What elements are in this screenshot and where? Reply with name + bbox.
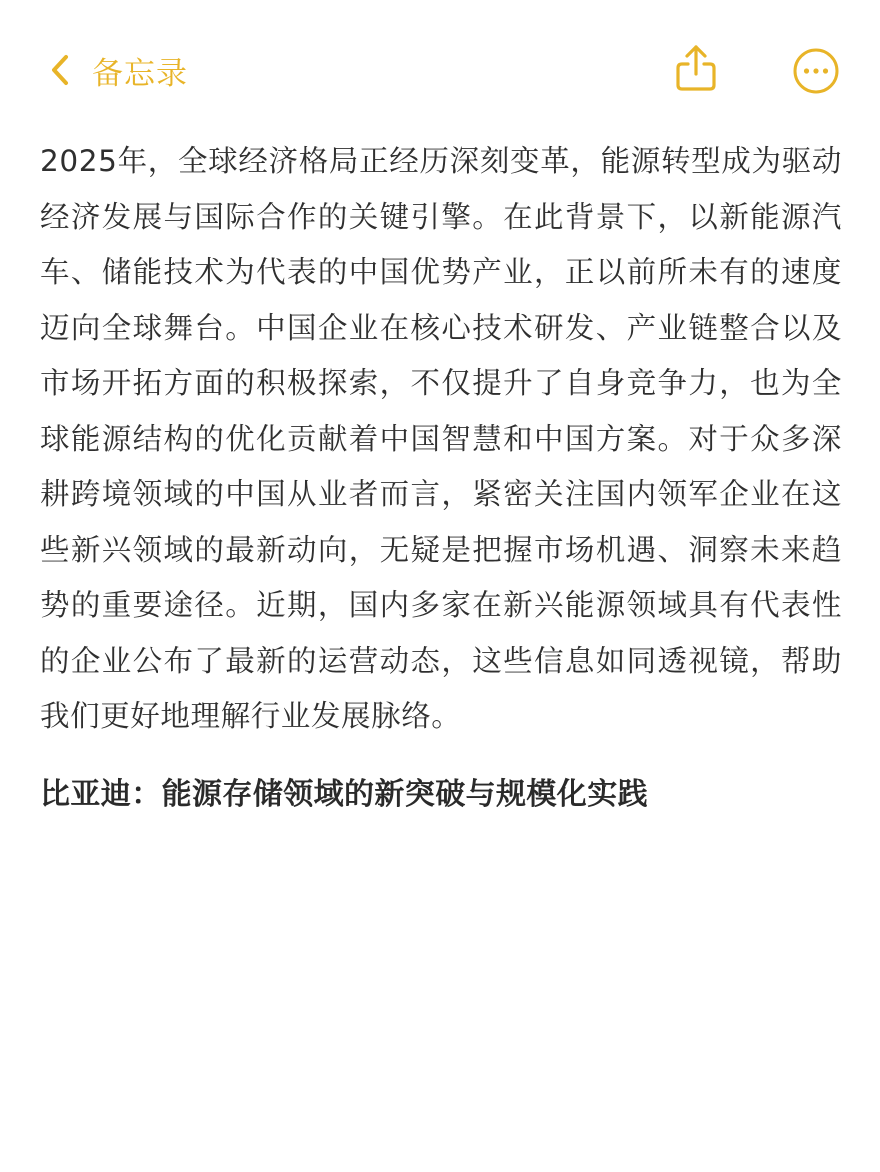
chevron-left-icon bbox=[50, 54, 70, 86]
section-heading: 比亚迪：能源存储领域的新突破与规模化实践 bbox=[40, 776, 648, 812]
navigation-bar bbox=[0, 0, 880, 140]
note-content[interactable] bbox=[40, 134, 842, 823]
share-icon bbox=[674, 79, 718, 98]
more-button[interactable] bbox=[792, 47, 840, 95]
back-label: 备忘录 bbox=[92, 55, 188, 92]
ellipsis-circle-icon bbox=[792, 80, 840, 99]
note-paragraph: 2025年，全球经济格局正经历深刻变革，能源转型成为驱动经济发展与国际合作的关键引擎。在此背景下，以新能源汽车、储能技术为代表的中国优势产业，正以前所未有的速度迈向全球舞台。中国企业在核心技术研发、产业链整合以及市场开拓方面的积极探索，不仅提升了自身竞争力，也为全球能源结构的优化贡献着中国智慧和中国方案。对于众多深耕跨境领域的中国从业者而言，紧密关注国内领军企业在这些新兴领域的最新动向，无疑是把握市场机遇、洞察未来趋势的重要途径。近期，国内多家在新兴能源领域具有代表性的企业公布了最新的运营动态，这些信息如同透视镜，帮助我们更好地理解行业发展脉络。 bbox=[40, 144, 842, 733]
back-button[interactable] bbox=[50, 48, 188, 92]
share-button[interactable] bbox=[674, 42, 718, 94]
